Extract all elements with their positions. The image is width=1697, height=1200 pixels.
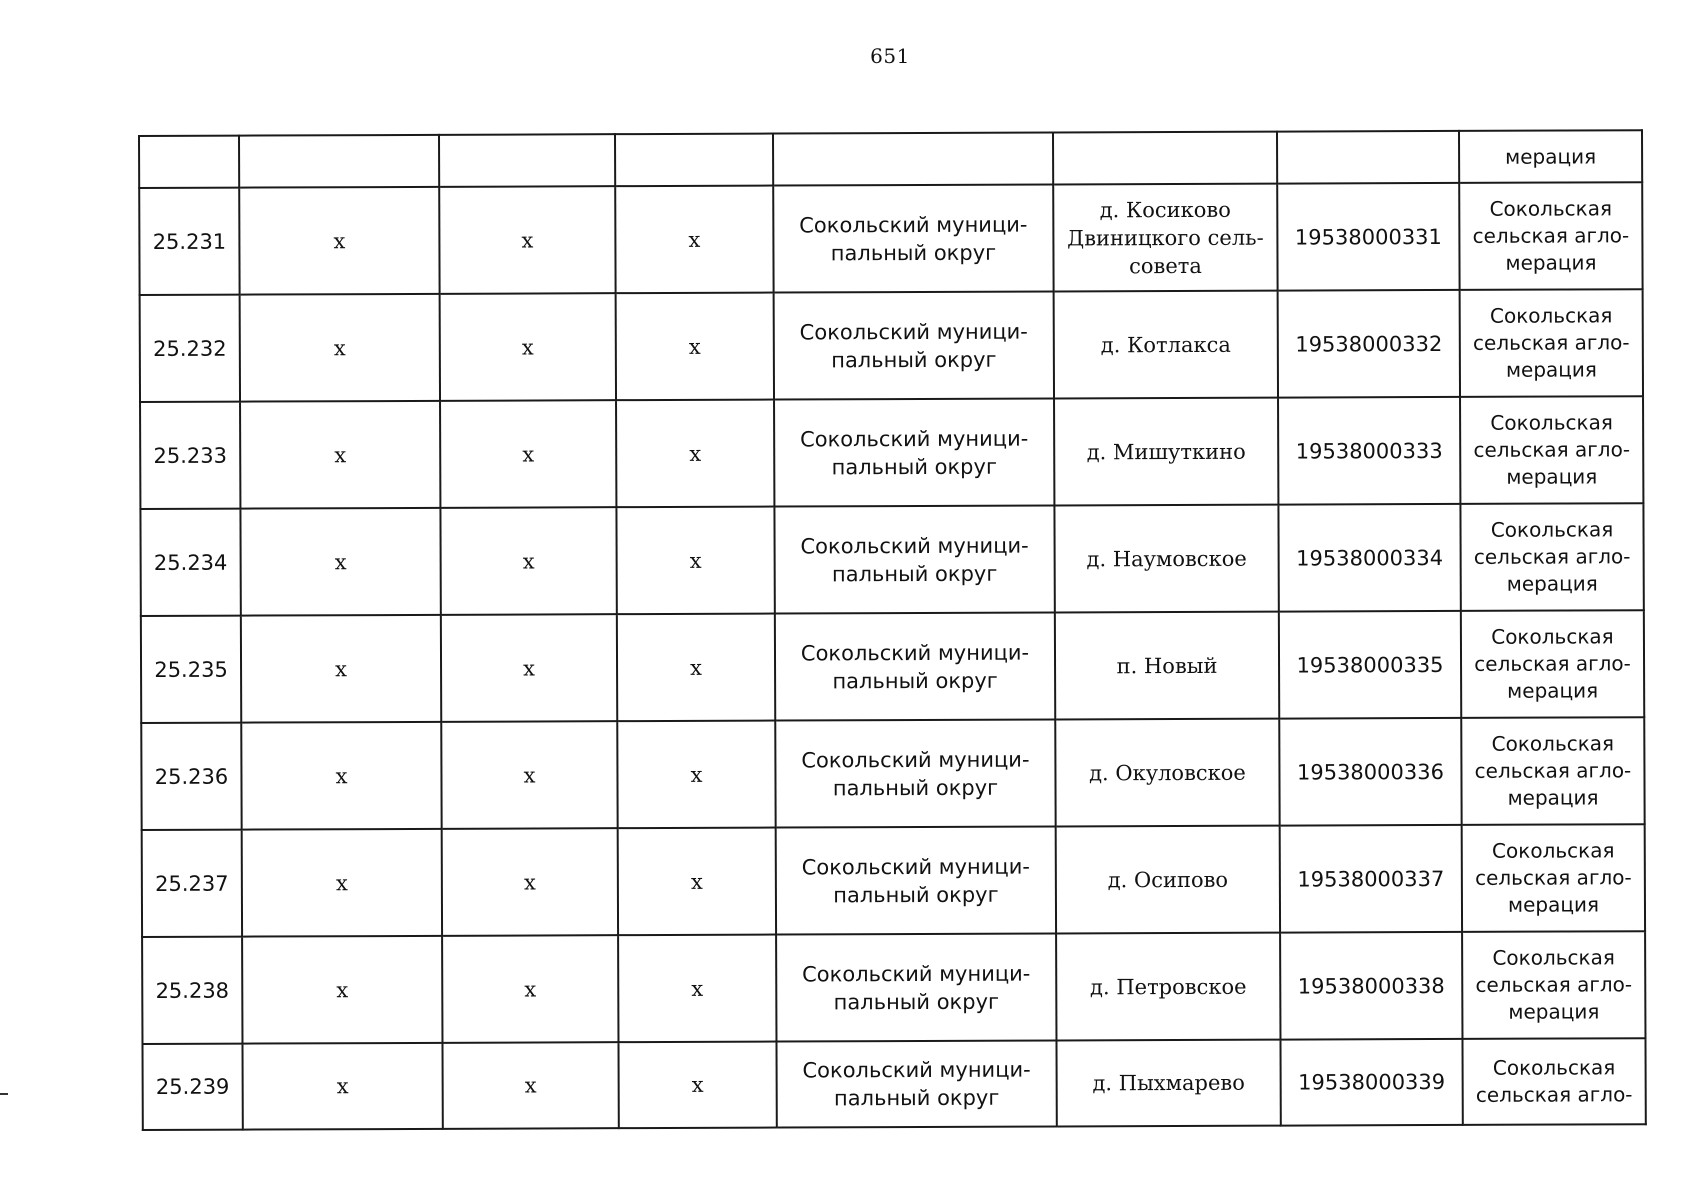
column-4-cell	[616, 293, 774, 401]
column-3-value: x	[522, 441, 535, 467]
column-2-cell	[242, 1043, 442, 1130]
row-number-cell	[142, 1044, 242, 1130]
row-number: 25.237	[155, 871, 229, 896]
column-2-value: x	[333, 228, 346, 253]
column-4-value: x	[689, 441, 702, 466]
municipal-district: Сокольский муници- пальный округ	[799, 319, 1028, 372]
column-3-cell	[442, 935, 618, 1043]
settlement-cell	[1055, 719, 1279, 827]
oktmo-code: 19538000336	[1296, 759, 1444, 785]
column-3-cell	[440, 293, 616, 401]
column-4-value: x	[690, 655, 703, 680]
row-number: 25.236	[154, 764, 229, 789]
column-4-cell	[618, 935, 776, 1043]
municipal-district: Сокольский муници- пальный округ	[800, 533, 1029, 586]
column-3-cell	[440, 507, 616, 615]
column-4-cell	[617, 721, 775, 829]
municipal-district: Сокольский муници- пальный округ	[802, 1057, 1031, 1111]
municipal-district-cell	[773, 184, 1053, 292]
margin-mark	[0, 1093, 8, 1095]
settlement-name: д. Пыхмарево	[1092, 1070, 1245, 1096]
table-row	[140, 396, 1643, 509]
row-number-cell	[142, 830, 242, 937]
column-2-cell	[240, 401, 440, 509]
table-continuation-row	[139, 130, 1642, 188]
column-3-value: x	[521, 227, 534, 253]
agglomeration-text: Сокольская сельская агло- мерация	[1472, 303, 1630, 382]
column-4-cell	[615, 186, 773, 294]
column-2-value: x	[335, 870, 348, 895]
column-2-cell	[239, 187, 439, 295]
column-4-value: x	[691, 976, 704, 1001]
settlement-cell	[1056, 826, 1280, 934]
agglomeration-cell	[1459, 130, 1642, 183]
municipal-district: Сокольский муници- пальный округ	[801, 854, 1030, 907]
column-4-value: x	[690, 869, 703, 894]
column-3-value: x	[523, 655, 536, 681]
page-number: 651	[870, 44, 910, 68]
settlement-name: д. Наумовское	[1086, 546, 1247, 571]
empty-cell	[439, 134, 615, 187]
column-2-value: x	[336, 977, 349, 1002]
oktmo-code: 19538000331	[1294, 224, 1442, 250]
oktmo-code-cell	[1280, 825, 1462, 933]
agglomeration-cell	[1461, 610, 1644, 718]
agglomeration-cell	[1461, 717, 1644, 825]
row-number: 25.231	[152, 229, 227, 254]
municipal-district: Сокольский муници- пальный округ	[802, 961, 1031, 1014]
column-3-value: x	[523, 869, 536, 895]
table-row	[140, 289, 1643, 402]
oktmo-code: 19538000333	[1295, 438, 1443, 464]
municipal-district: Сокольский муници- пальный округ	[801, 747, 1030, 800]
oktmo-code: 19538000335	[1296, 652, 1444, 678]
settlement-name: д. Окуловское	[1089, 760, 1246, 785]
column-2-cell	[242, 829, 442, 937]
table-row	[142, 824, 1645, 937]
column-4-value: x	[688, 227, 701, 252]
column-3-cell	[441, 614, 617, 722]
settlement-name: д. Мишуткино	[1086, 439, 1246, 464]
row-number: 25.234	[153, 550, 228, 575]
row-number: 25.235	[154, 657, 228, 682]
table-row	[142, 1038, 1645, 1130]
settlement-name: д. Косиково Двиницкого сель- совета	[1067, 197, 1264, 278]
municipal-district-cell	[775, 719, 1055, 827]
agglomeration-cell	[1460, 396, 1643, 504]
agglomeration-text: Сокольская сельская агло-	[1475, 1055, 1633, 1107]
oktmo-code-cell	[1278, 290, 1460, 398]
municipal-district-cell	[776, 1040, 1056, 1127]
agglomeration-cell	[1462, 931, 1645, 1039]
agglomeration-cell	[1462, 1038, 1645, 1125]
settlements-table	[138, 129, 1647, 1131]
agglomeration-text: Сокольская сельская агло- мерация	[1475, 838, 1632, 917]
settlement-cell	[1054, 291, 1278, 399]
column-4-cell	[617, 614, 775, 722]
column-3-value: x	[524, 1073, 537, 1098]
municipal-district-cell	[774, 505, 1054, 613]
row-number: 25.232	[153, 336, 227, 361]
table-row	[141, 717, 1644, 830]
column-3-cell	[439, 186, 615, 294]
agglomeration-text: Сокольская сельская агло- мерация	[1473, 517, 1631, 596]
empty-cell	[239, 135, 439, 188]
oktmo-code: 19538000332	[1295, 331, 1443, 357]
column-2-cell	[240, 508, 440, 616]
oktmo-code: 19538000337	[1297, 866, 1445, 892]
agglomeration-cell	[1459, 182, 1642, 290]
settlement-cell	[1053, 184, 1277, 292]
column-2-cell	[242, 936, 442, 1044]
oktmo-code-cell	[1280, 932, 1462, 1040]
empty-cell	[773, 132, 1053, 185]
oktmo-code: 19538000338	[1297, 973, 1445, 999]
municipal-district: Сокольский муници- пальный округ	[799, 212, 1028, 265]
row-number-cell	[141, 616, 241, 723]
oktmo-code-cell	[1279, 611, 1461, 719]
column-4-cell	[618, 828, 776, 936]
settlement-cell	[1054, 398, 1278, 506]
table-row	[139, 182, 1642, 295]
row-number: 25.239	[155, 1074, 230, 1099]
column-3-cell	[442, 1042, 618, 1129]
column-3-value: x	[522, 548, 535, 574]
settlement-name: д. Осипово	[1107, 867, 1229, 892]
municipal-district: Сокольский муници- пальный округ	[800, 640, 1030, 693]
row-number-cell	[142, 937, 242, 1044]
column-3-value: x	[524, 976, 537, 1002]
column-3-value: x	[523, 762, 536, 788]
agglomeration-text: Сокольская сельская агло- мерация	[1474, 731, 1632, 810]
municipal-district-cell	[776, 826, 1056, 934]
row-number: 25.238	[155, 978, 230, 1003]
settlement-name: д. Котлакса	[1100, 332, 1231, 357]
agglomeration-text: Сокольская сельская агло- мерация	[1474, 624, 1631, 703]
agglomeration-text: Сокольская сельская агло- мерация	[1473, 410, 1631, 489]
column-2-value: x	[335, 656, 348, 681]
settlement-name: д. Петровское	[1089, 974, 1247, 999]
oktmo-code-cell	[1278, 504, 1460, 612]
column-3-cell	[441, 721, 617, 829]
agglomeration-cell	[1462, 824, 1645, 932]
settlement-cell	[1055, 612, 1279, 720]
row-number-cell	[141, 723, 241, 830]
column-2-value: x	[334, 442, 347, 467]
settlement-cell	[1056, 1040, 1280, 1127]
settlement-name: п. Новый	[1116, 653, 1218, 678]
municipal-district-cell	[774, 398, 1054, 506]
row-number-cell	[139, 188, 239, 295]
column-3-cell	[440, 400, 616, 508]
column-4-value: x	[689, 548, 702, 573]
table-row	[142, 931, 1645, 1044]
agglomeration-text: Сокольская сельская агло- мерация	[1472, 196, 1630, 275]
agglomeration-cell	[1460, 289, 1643, 397]
row-number-cell	[140, 509, 240, 616]
column-3-cell	[442, 828, 618, 936]
oktmo-code-cell	[1279, 718, 1461, 826]
column-2-value: x	[333, 335, 346, 360]
municipal-district: Сокольский муници- пальный округ	[800, 426, 1029, 479]
oktmo-code: 19538000334	[1296, 545, 1444, 571]
column-2-value: x	[336, 1074, 349, 1099]
empty-cell	[1053, 132, 1277, 185]
empty-cell	[139, 136, 239, 188]
settlement-cell	[1056, 933, 1280, 1041]
oktmo-code-cell	[1280, 1039, 1462, 1126]
column-4-cell	[616, 400, 774, 508]
table-row	[140, 503, 1643, 616]
column-2-value: x	[334, 549, 347, 574]
row-number: 25.233	[153, 443, 228, 468]
column-2-cell	[240, 294, 440, 402]
oktmo-code: 19538000339	[1298, 1069, 1446, 1095]
table-row	[141, 610, 1644, 723]
column-4-value: x	[691, 1072, 704, 1097]
row-number-cell	[140, 295, 240, 402]
municipal-district-cell	[775, 612, 1055, 720]
column-4-value: x	[690, 762, 703, 787]
municipal-district-cell	[774, 291, 1054, 399]
row-number-cell	[140, 402, 240, 509]
column-4-value: x	[688, 334, 701, 359]
column-4-cell	[616, 507, 774, 615]
column-3-value: x	[521, 334, 534, 360]
column-2-cell	[241, 722, 441, 830]
oktmo-code-cell	[1277, 183, 1459, 291]
table-body	[139, 130, 1646, 1130]
empty-cell	[1277, 131, 1459, 184]
agglomeration-text: мерация	[1505, 143, 1597, 169]
column-2-value: x	[335, 763, 348, 788]
agglomeration-cell	[1460, 503, 1643, 611]
settlement-cell	[1054, 505, 1278, 613]
oktmo-code-cell	[1278, 397, 1460, 505]
agglomeration-text: Сокольская сельская агло- мерация	[1475, 945, 1633, 1024]
empty-cell	[615, 134, 773, 187]
column-2-cell	[241, 615, 441, 723]
municipal-district-cell	[776, 933, 1056, 1041]
column-4-cell	[618, 1042, 776, 1129]
